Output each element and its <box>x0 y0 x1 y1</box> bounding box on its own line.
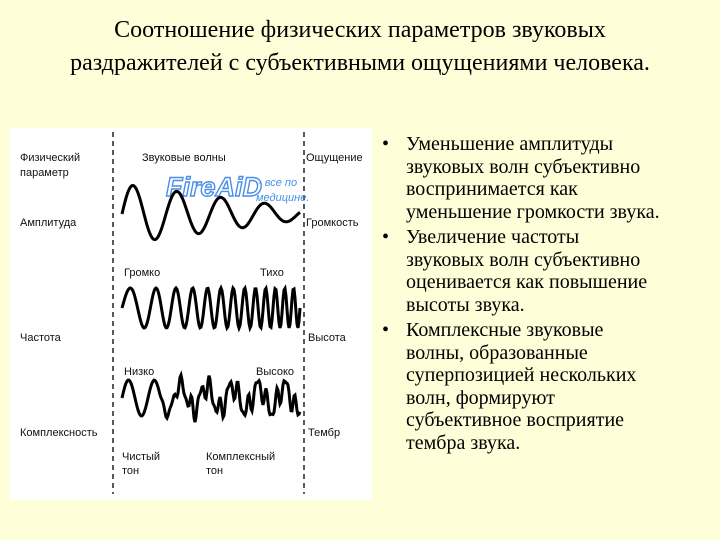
watermark-tagline-2: медицине. <box>256 192 310 204</box>
watermark-brand: FireAiD <box>166 172 263 202</box>
bullet-line: Увеличение частоты <box>406 226 580 248</box>
bullet-item-frequency <box>380 226 716 316</box>
header-sensation: Ощущение <box>306 152 363 164</box>
slide-title <box>0 14 720 80</box>
label-complex-line2: тон <box>206 465 224 477</box>
bullet-line: оценивается как повышение <box>406 271 648 293</box>
bullet-line: волны, образованные <box>406 341 588 364</box>
title-line-1: Соотношение физических параметров звуковых <box>114 17 606 43</box>
param-amplitude: Амплитуда <box>20 217 77 229</box>
sensation-timbre: Тембр <box>308 427 341 439</box>
sensation-loudness: Громкость <box>306 217 359 229</box>
bullet-list <box>380 133 716 457</box>
watermark-logo <box>166 172 309 204</box>
header-physical-line1: Физический <box>20 152 81 164</box>
param-complexity: Комплексность <box>20 427 98 439</box>
label-high: Высоко <box>256 366 295 378</box>
bullet-dot-icon: • <box>382 319 390 341</box>
bullet-dot-icon: • <box>382 133 390 155</box>
wave-frequency <box>122 288 300 328</box>
bullet-item-complexity <box>380 319 716 454</box>
param-frequency: Частота <box>20 332 61 344</box>
bullet-item-amplitude <box>380 133 716 223</box>
wave-complexity <box>122 375 300 422</box>
bullet-line: звуковых волн субъективно <box>406 155 641 178</box>
title-line-2: раздражителей с субъективными ощущениями человека. <box>70 50 650 76</box>
bullet-line: высоты звука. <box>406 293 525 316</box>
header-waves: Звуковые волны <box>142 152 226 164</box>
label-low: Низко <box>124 366 155 378</box>
bullet-line: тембра звука. <box>406 431 521 454</box>
watermark-tagline-1: - все по <box>258 177 298 189</box>
label-complex-line1: Комплексный <box>206 451 276 463</box>
label-pure-line2: тон <box>122 465 140 477</box>
bullet-line: субъективное восприятие <box>406 409 625 431</box>
header-physical-line2: параметр <box>20 167 69 179</box>
bullet-line: воспринимается как <box>406 178 578 200</box>
bullet-line: уменьшение громкости звука. <box>406 200 660 223</box>
sensation-pitch: Высота <box>308 332 346 344</box>
bullet-line: Комплексные звуковые <box>406 319 604 341</box>
label-quiet: Тихо <box>260 267 284 279</box>
bullet-line: Уменьшение амплитуды <box>406 133 614 155</box>
figure-svg <box>10 128 372 500</box>
sound-waves-figure <box>10 128 372 500</box>
bullet-line: суперпозицией нескольких <box>406 364 637 386</box>
label-loud: Громко <box>124 267 161 279</box>
bullet-dot-icon: • <box>382 226 390 248</box>
label-pure-line1: Чистый <box>122 451 161 463</box>
bullet-line: волн, формируют <box>406 386 555 409</box>
bullet-line: звуковых волн субъективно <box>406 248 641 271</box>
